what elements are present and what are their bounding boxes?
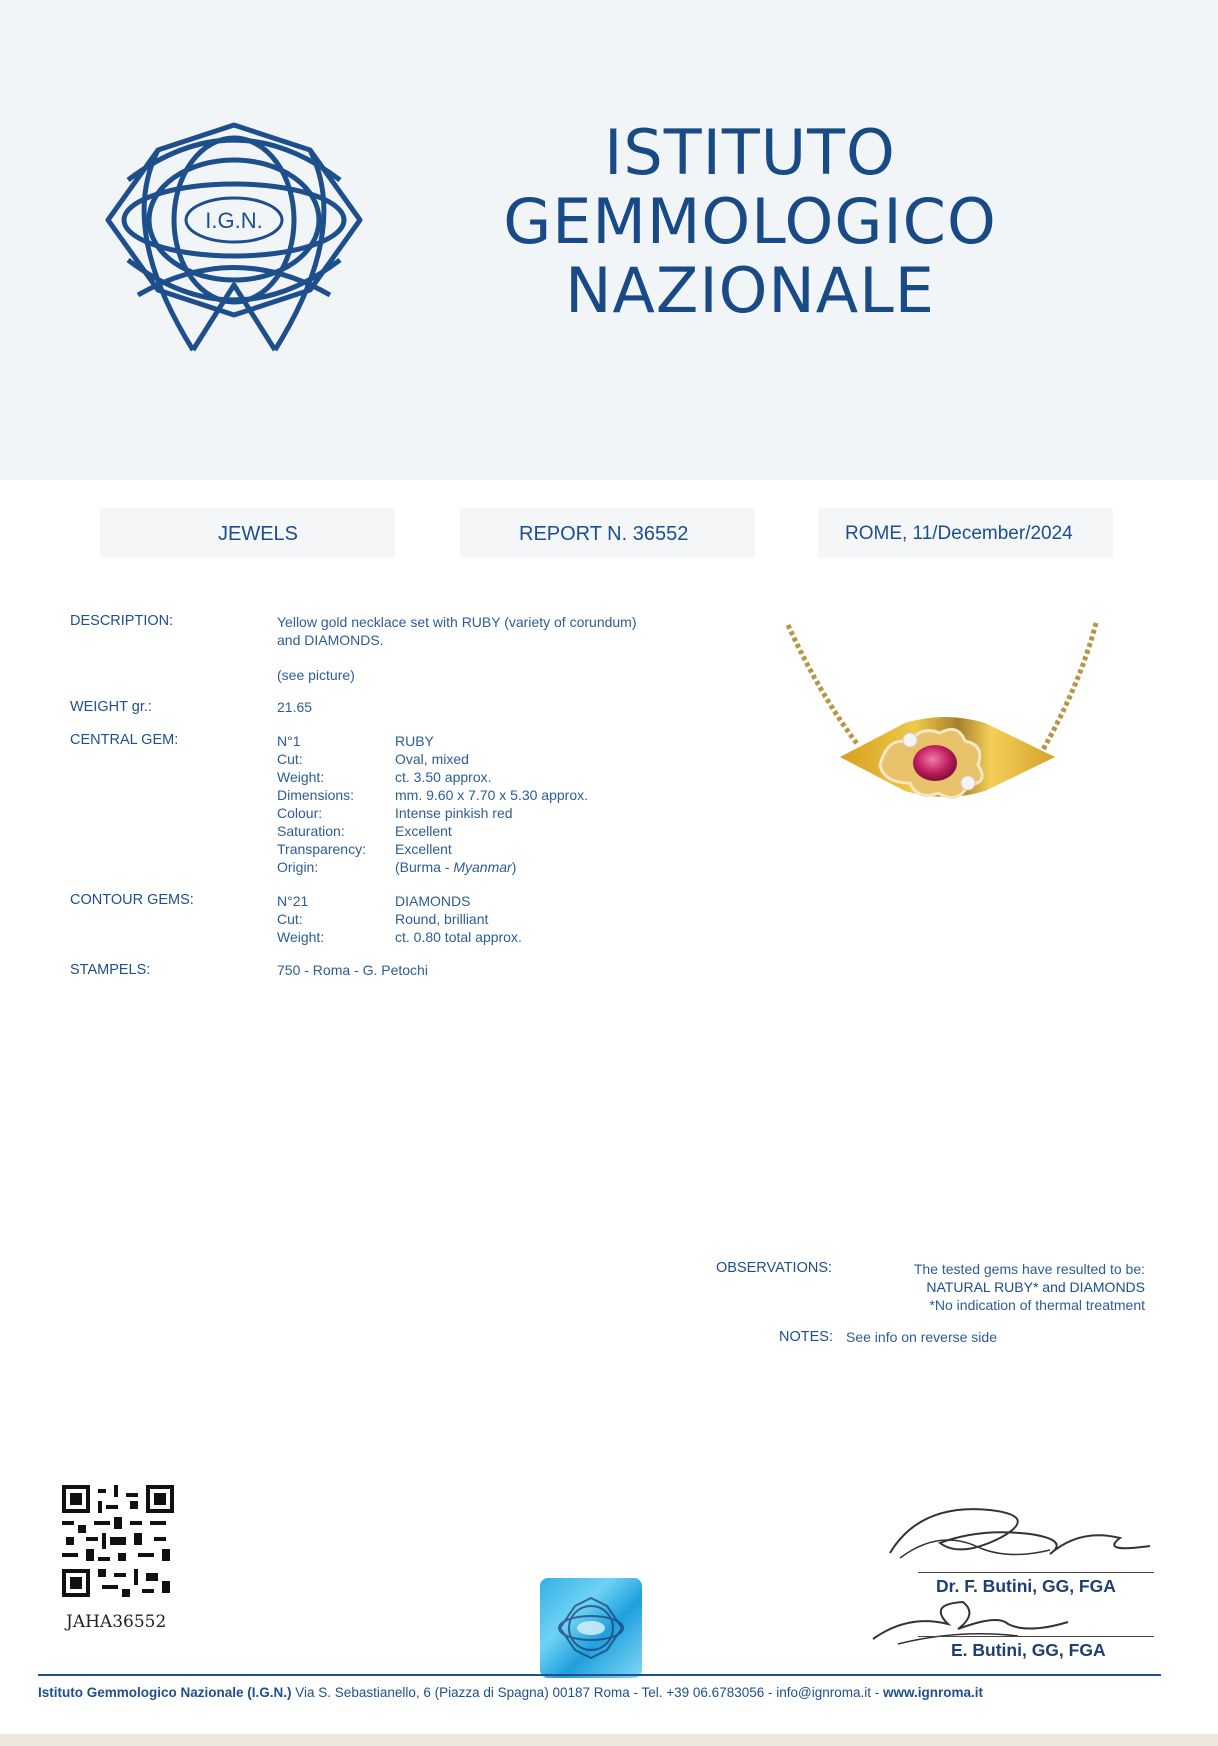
central-key: N°1 — [277, 733, 301, 749]
institute-title — [420, 118, 1080, 325]
footer-org: Istituto Gemmologico Nazionale (I.G.N.) — [38, 1685, 292, 1700]
central-gem-keys — [277, 732, 397, 876]
origin-suffix: ) — [511, 859, 517, 875]
contour-gems-label: CONTOUR GEMS: — [70, 892, 194, 908]
hologram-logo-icon — [540, 1578, 642, 1678]
contour-value: DIAMONDS — [395, 893, 471, 909]
origin-value — [395, 858, 725, 876]
category-label: JEWELS — [218, 523, 299, 545]
logo-text: I.G.N. — [205, 208, 263, 233]
central-key: Dimensions: — [277, 787, 355, 803]
central-key: Transparency: — [277, 841, 366, 857]
central-value: Excellent — [395, 841, 452, 857]
signatory-2: E. Butini, GG, FGA — [951, 1640, 1106, 1660]
central-gem-values — [395, 732, 725, 876]
contour-key: Weight: — [277, 929, 325, 945]
title-line-2: GEMMOLOGICO — [503, 185, 997, 258]
description-label: DESCRIPTION: — [70, 613, 174, 629]
qr-code — [62, 1485, 174, 1597]
origin-country: Myanmar — [453, 859, 512, 875]
contour-value: ct. 0.80 total approx. — [395, 929, 522, 945]
observations-label: OBSERVATIONS: — [716, 1260, 833, 1276]
contour-gems-values — [395, 892, 725, 946]
description-line: and DIAMONDS. — [277, 632, 384, 648]
central-value: ct. 3.50 approx. — [395, 769, 492, 785]
hologram-seal — [540, 1578, 642, 1678]
central-gem-label: CENTRAL GEM: — [70, 732, 179, 748]
description-line: Yellow gold necklace set with RUBY (variety of corundum) — [277, 614, 637, 630]
qr-code-text: JAHA36552 — [66, 1612, 167, 1632]
signature-line-2 — [918, 1636, 1154, 1637]
contour-key: N°21 — [277, 893, 309, 909]
weight-label: WEIGHT gr.: — [70, 699, 152, 715]
notes-value: See info on reverse side — [846, 1329, 997, 1345]
origin-prefix: (Burma - — [395, 859, 454, 875]
footer-address: Via S. Sebastianello, 6 (Piazza di Spagna) 00187 Roma - Tel. +39 06.6783056 - info@ignroma.it - — [295, 1685, 883, 1700]
stampels-label: STAMPELS: — [70, 962, 151, 978]
signature-1 — [880, 1498, 1170, 1568]
notes-label: NOTES: — [779, 1329, 833, 1345]
footer-divider — [38, 1674, 1161, 1676]
scan-edge — [0, 1734, 1218, 1746]
see-picture-note: (see picture) — [277, 667, 355, 683]
central-key: Colour: — [277, 805, 323, 821]
contour-key: Cut: — [277, 911, 303, 927]
report-number: REPORT N. 36552 — [519, 523, 689, 545]
contour-gems-keys — [277, 892, 397, 946]
central-value: Excellent — [395, 823, 452, 839]
observations-line: *No indication of thermal treatment — [929, 1297, 1145, 1313]
title-line-1: ISTITUTO — [604, 116, 896, 189]
central-key: Weight: — [277, 769, 325, 785]
title-line-3: NAZIONALE — [565, 254, 935, 327]
central-value: Intense pinkish red — [395, 805, 513, 821]
observations-line: NATURAL RUBY* and DIAMONDS — [926, 1279, 1145, 1295]
footer — [38, 1685, 1168, 1700]
signature-line-1 — [918, 1572, 1154, 1573]
description-value — [277, 613, 637, 649]
stampels-value: 750 - Roma - G. Petochi — [277, 962, 428, 978]
central-key: Cut: — [277, 751, 303, 767]
observations-text — [830, 1260, 1145, 1314]
central-value: RUBY — [395, 733, 434, 749]
contour-value: Round, brilliant — [395, 911, 489, 927]
weight-value: 21.65 — [277, 699, 313, 715]
signature-2 — [868, 1594, 1108, 1646]
observations-line: The tested gems have resulted to be: — [913, 1261, 1145, 1277]
report-date: ROME, 11/December/2024 — [845, 523, 1073, 544]
signatory-1: Dr. F. Butini, GG, FGA — [936, 1576, 1116, 1596]
central-value: mm. 9.60 x 7.70 x 5.30 approx. — [395, 787, 588, 803]
ign-logo — [98, 120, 370, 368]
origin-key: Origin: — [277, 859, 319, 875]
necklace-picture — [780, 615, 1110, 880]
footer-website-link[interactable]: www.ignroma.it — [882, 1685, 983, 1700]
central-value: Oval, mixed — [395, 751, 469, 767]
central-key: Saturation: — [277, 823, 345, 839]
